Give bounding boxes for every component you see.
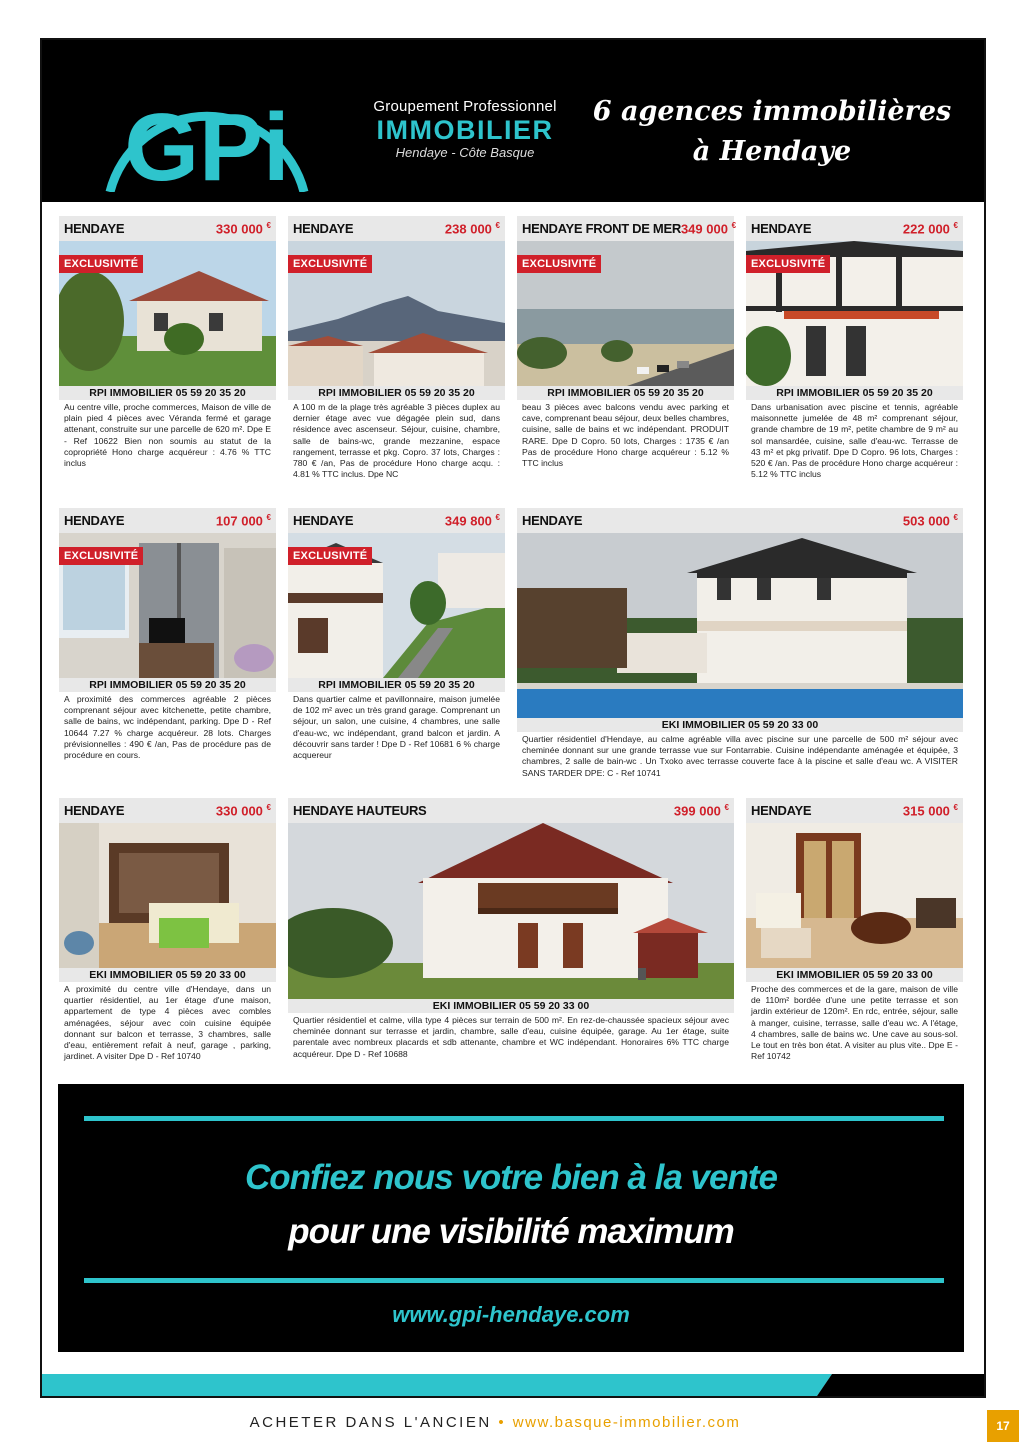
listing-card[interactable] [288, 798, 734, 1062]
listing-city: HENDAYE [522, 513, 583, 528]
listing-price: 330 000 € [215, 802, 271, 819]
listing-agency: RPI IMMOBILIER 05 59 20 35 20 [517, 386, 734, 400]
listing-photo [746, 823, 963, 968]
listing-header [59, 508, 276, 533]
listing-header [59, 216, 276, 241]
listing-city: HENDAYE [64, 803, 125, 818]
listing-city: HENDAYE FRONT DE MER [522, 221, 681, 236]
listing-city: HENDAYE [293, 221, 354, 236]
listing-header [59, 798, 276, 823]
exclusive-badge: EXCLUSIVITÉ [288, 255, 372, 273]
listing-agency: EKI IMMOBILIER 05 59 20 33 00 [59, 968, 276, 982]
listing-header [288, 798, 734, 823]
listing-header [288, 216, 505, 241]
listing-price: 107 000 € [215, 512, 271, 529]
exclusive-badge: EXCLUSIVITÉ [59, 255, 143, 273]
footer-text: ACHETER DANS L'ANCIEN [249, 1414, 492, 1431]
listing-price: 238 000 € [444, 220, 500, 237]
listing-city: HENDAYE [64, 513, 125, 528]
listing-agency: RPI IMMOBILIER 05 59 20 35 20 [59, 386, 276, 400]
promo-rule-top [84, 1116, 944, 1121]
listing-agency: EKI IMMOBILIER 05 59 20 33 00 [517, 718, 963, 732]
listing-photo [288, 241, 505, 386]
listing-card[interactable] [59, 798, 276, 1064]
listing-card[interactable] [288, 216, 505, 482]
listing-description: Au centre ville, proche commerces, Maison de ville de plain pied 4 pièces avec Véranda fermé et garage attenant, construite sur une parcelle de 620 m². Dpe E - Ref 10622 Bien non soumis au statut de la copropriété Hono charge acquéreur : 4.76 % TTC inclus [64, 402, 271, 469]
listing-card[interactable] [517, 508, 963, 781]
tagline-line1: 6 agences immobilières [592, 96, 952, 127]
promo-banner [58, 1084, 964, 1352]
exclusive-badge: EXCLUSIVITÉ [288, 547, 372, 565]
tagline-line2: à Hendaye [692, 136, 852, 167]
listing-photo [59, 533, 276, 678]
header-banner [42, 40, 984, 202]
footer-separator: • [498, 1414, 507, 1431]
listing-card[interactable] [59, 216, 276, 471]
page-frame [40, 38, 986, 1398]
svg-text:GPi: GPi [124, 94, 290, 192]
listing-city: HENDAYE [293, 513, 354, 528]
listing-description: A proximité du centre ville d'Hendaye, dans un quartier résidentiel, au 1er étage d'une maison, appartement de type 4 pièces avec combles aménagées, séjour avec coin cuisine équipée donnant sur balcon et terrasse, 3 chambres, salle d'eau, entièrement refait à neuf, garage , parking, jardinet. A visiter Dpe D - Ref 10740 [64, 984, 271, 1062]
listing-description: Proche des commerces et de la gare, maison de ville de 110m² bordée d'une une petite terrasse et son jardin extérieur de 120m². En rdc, entrée, séjour, salle à manger, cuisine, terrasse, salle d'eau wc. A l'étage, 4 chambres, salle de bains wc. Une cave au sous-sol. Le tout en très bon état. A visiter au plus vite.. Dpe E - Ref 10742 [751, 984, 958, 1062]
listing-agency: EKI IMMOBILIER 05 59 20 33 00 [746, 968, 963, 982]
listing-photo [517, 241, 734, 386]
exclusive-badge: EXCLUSIVITÉ [746, 255, 830, 273]
listing-agency: RPI IMMOBILIER 05 59 20 35 20 [288, 678, 505, 692]
listing-price: 349 000 € [680, 220, 737, 237]
exclusive-badge: EXCLUSIVITÉ [517, 255, 601, 273]
listing-header [746, 798, 963, 823]
listing-photo [59, 241, 276, 386]
tagline [582, 92, 962, 172]
footer-url[interactable]: www.basque-immobilier.com [512, 1414, 741, 1431]
listing-agency: RPI IMMOBILIER 05 59 20 35 20 [59, 678, 276, 692]
gpi-logo [82, 52, 332, 192]
listing-price: 330 000 € [215, 220, 271, 237]
listing-photo [746, 241, 963, 386]
bottom-band [42, 1374, 984, 1396]
listing-price: 349 800 € [444, 512, 500, 529]
listing-price: 503 000 € [902, 512, 958, 529]
listing-price: 315 000 € [902, 802, 958, 819]
promo-rule-bottom [84, 1278, 944, 1283]
listing-card[interactable] [517, 216, 737, 471]
listing-header [517, 216, 737, 241]
footer [0, 1414, 990, 1431]
listing-description: Quartier résidentiel et calme, villa type 4 pièces sur terrain de 500 m². En rez-de-chaussée spacieux séjour avec cheminée donnant sur terrasse et jardin, chambre, salle d'eau, cuisine équipée, garage. Au 1er étage, suite parentale avec nombreux placards et sdb attenante, chambre et WC indépendant. Honoraires 6% TTC charge acquéreur. Dpe D - Ref 10688 [293, 1015, 729, 1059]
listing-photo [288, 823, 734, 999]
promo-line2: pour une visibilité maximum [288, 1212, 734, 1251]
listing-city: HENDAYE [751, 803, 812, 818]
listing-price: 399 000 € [673, 802, 729, 819]
listing-city: HENDAYE [751, 221, 812, 236]
group-line3: Hendaye - Côte Basque [395, 145, 535, 160]
listing-header [288, 508, 505, 533]
listing-description: Dans quartier calme et pavillonnaire, maison jumelée de 102 m² avec un très grand garage. Comprenant un séjour, un salon, une cuisine, 4 chambres, une salle d'eau-wc, wc indépendant, grand balcon et jardin. A découvrir sans tarder ! Dpe D - Ref 10681 6 % charge acquereur [293, 694, 500, 761]
exclusive-badge: EXCLUSIVITÉ [59, 547, 143, 565]
page-number: 17 [987, 1410, 1019, 1442]
listing-photo [288, 533, 505, 678]
group-line2: IMMOBILIER [376, 115, 554, 145]
listing-card[interactable] [288, 508, 505, 763]
listing-card[interactable] [746, 798, 963, 1064]
listing-header [517, 508, 963, 533]
listing-city: HENDAYE [64, 221, 125, 236]
promo-url[interactable]: www.gpi-hendaye.com [392, 1302, 630, 1327]
listing-description: A 100 m de la plage très agréable 3 pièces duplex au dernier étage avec vue dégagée plein sud, dans résidence avec ascenseur. Séjour, cuisine, chambre, salle de bains-wc, grande mezzanine, espace rangement, terrasse et pkg. Copro. 37 lots, Charges : 780 € /an, Pas de procédure Hono charge acqu. : 4.81 % TTC inclus. Dpe NC [293, 402, 500, 480]
group-name [360, 98, 570, 160]
group-line1: Groupement Professionnel [373, 98, 557, 115]
listing-description: A proximité des commerces agréable 2 pièces comprenant séjour avec kitchenette, petite chambre, salle de bains, wc indépendant, parking. Dpe D - Ref 10644 7.27 % charge acquéreur. 28 lots. Charges prévisionnelles : 490 € /an, Pas de procédure pas de procédure en cours. [64, 694, 271, 761]
listing-header [746, 216, 963, 241]
listing-photo [517, 533, 963, 718]
listing-city: HENDAYE HAUTEURS [293, 803, 427, 818]
promo-line1: Confiez nous votre bien à la vente [245, 1158, 777, 1197]
listing-description: Dans urbanisation avec piscine et tennis, agréable maisonnette jumelée de 48 m² comprenant séjour, grande chambre de 19 m², petite chambre de 9 m² au sol mansardée, cuisine, salle d'eau-wc. Terrasse de 43 m² et pkg privatif. Dpe D Copro. 96 lots, Charges : 520 € /an. Pas de procédure Hono charge acquéreur : 5.12 % TTC inclus [751, 402, 958, 480]
listing-agency: RPI IMMOBILIER 05 59 20 35 20 [746, 386, 963, 400]
listing-photo [59, 823, 276, 968]
listing-card[interactable] [59, 508, 276, 763]
listing-price: 222 000 € [902, 220, 958, 237]
listing-agency: EKI IMMOBILIER 05 59 20 33 00 [288, 999, 734, 1013]
listing-card[interactable] [746, 216, 963, 482]
listing-description: Quartier résidentiel d'Hendaye, au calme agréable villa avec piscine sur une parcelle de 500 m² séjour avec cheminée donnant sur une grande terrasse vue sur Fontarrabie. Cuisine indépendante aménagée et équipée, 3 chambres, 2 salle de bain-wc . Un Txoko avec terrasse couverte face à la piscine et salle d'eau wc. A VISITER SANS TARDER DPE: C - Ref 10741 [522, 734, 958, 778]
listing-agency: RPI IMMOBILIER 05 59 20 35 20 [288, 386, 505, 400]
listing-description: beau 3 pièces avec balcons vendu avec parking et cave, comprenant beau séjour, deux belles chambres, cuisine, salle de bains et wc indépendant. PRODUIT RARE. Dpe D Copro. 50 lots, Charges : 1735 € /an Pas de procédure Hono charge acquéreur : 5.12 % TTC inclus [522, 402, 729, 469]
